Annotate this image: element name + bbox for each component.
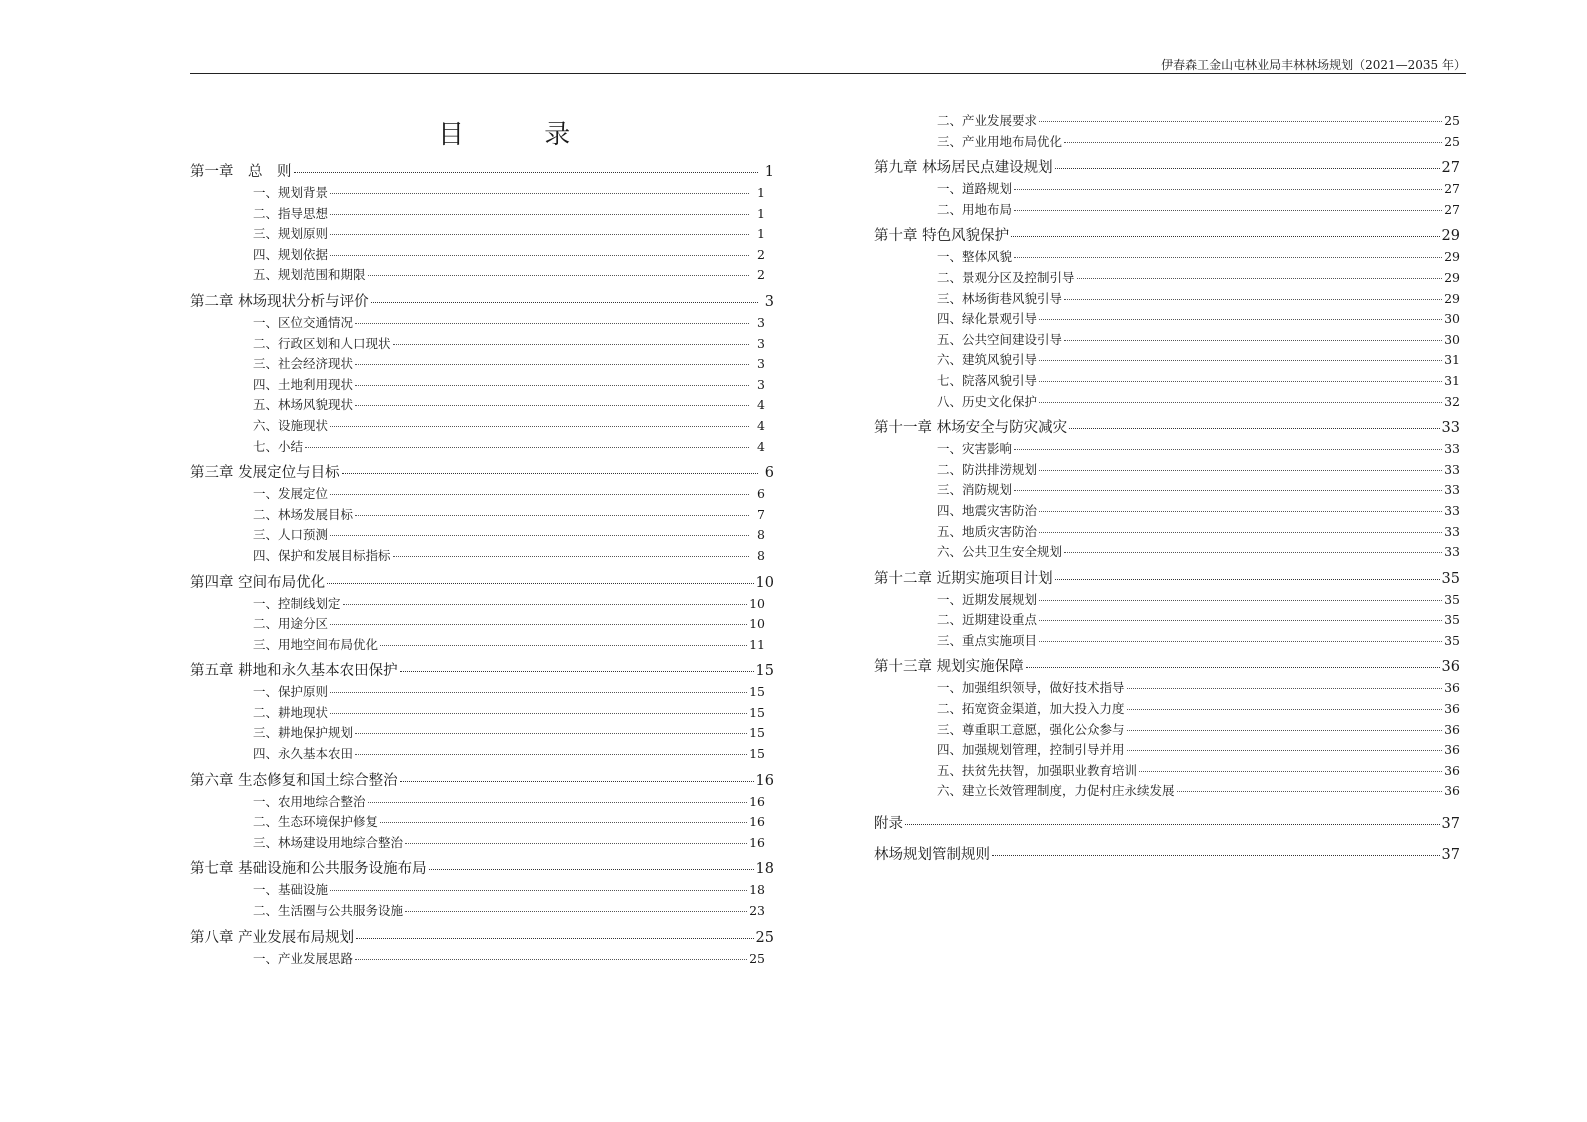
toc-page-number: 30 xyxy=(1444,311,1460,327)
dot-leader xyxy=(1039,381,1442,382)
dot-leader xyxy=(1064,142,1442,143)
dot-leader xyxy=(327,583,753,584)
toc-entry-label: 五、地质灾害防治 xyxy=(937,523,1038,539)
toc-entry-label: 二、近期建设重点 xyxy=(937,612,1038,628)
toc-left-column xyxy=(190,156,774,969)
toc-entry-label: 三、林场建设用地综合整治 xyxy=(253,834,404,850)
toc-entry-label: 四、绿化景观引导 xyxy=(937,311,1038,327)
toc-section-entry[interactable] xyxy=(253,204,765,225)
dot-leader xyxy=(330,255,749,256)
toc-chapter-entry[interactable] xyxy=(874,563,1460,590)
dot-leader xyxy=(305,447,749,448)
toc-chapter-entry[interactable] xyxy=(190,922,774,949)
toc-page-number: 29 xyxy=(1441,228,1460,245)
toc-page-number: 33 xyxy=(1444,461,1460,477)
toc-entry-label: 一、控制线划定 xyxy=(253,595,341,611)
toc-page-number: 36 xyxy=(1444,701,1460,717)
toc-page-number: 27 xyxy=(1444,201,1460,217)
dot-leader xyxy=(1077,278,1443,279)
toc-page-number: 36 xyxy=(1444,742,1460,758)
toc-entry-label: 一、保护原则 xyxy=(253,684,329,700)
toc-entry-label: 八、历史文化保护 xyxy=(937,393,1038,409)
toc-page-number: 33 xyxy=(1444,544,1460,560)
dot-leader xyxy=(1055,579,1440,580)
dot-leader xyxy=(330,535,749,536)
toc-section-entry[interactable] xyxy=(937,439,1460,460)
toc-chapter-entry[interactable] xyxy=(874,839,1460,866)
toc-page-number: 15 xyxy=(749,746,765,762)
toc-entry-label: 七、小结 xyxy=(253,438,304,454)
toc-page-number: 27 xyxy=(1441,160,1460,177)
dot-leader xyxy=(1127,750,1443,751)
toc-section-entry[interactable] xyxy=(253,334,765,355)
toc-section-entry[interactable] xyxy=(253,224,765,245)
toc-page-number: 35 xyxy=(1444,591,1460,607)
toc-entry-label: 二、产业发展要求 xyxy=(937,113,1038,128)
toc-section-entry[interactable] xyxy=(937,460,1460,481)
dot-leader xyxy=(355,364,749,365)
toc-entry-label: 二、拓宽资金渠道，加大投入力度 xyxy=(937,701,1125,717)
toc-section-entry[interactable] xyxy=(937,631,1460,652)
toc-entry-label: 五、林场风貌现状 xyxy=(253,397,354,413)
dot-leader xyxy=(355,405,749,406)
toc-entry-label: 二、行政区划和人口现状 xyxy=(253,335,391,351)
toc-entry-label: 二、用地布局 xyxy=(937,201,1013,217)
toc-chapter-entry[interactable] xyxy=(190,156,774,183)
toc-section-entry[interactable] xyxy=(253,723,765,744)
toc-entry-label: 第六章 生态修复和国土综合整治 xyxy=(190,772,398,789)
toc-chapter-entry[interactable] xyxy=(874,412,1460,439)
toc-title: 目 录 xyxy=(438,120,607,150)
toc-page-number: 1 xyxy=(764,164,774,180)
toc-entry-label: 三、社会经济现状 xyxy=(253,356,354,372)
toc-chapter-entry[interactable] xyxy=(190,286,774,313)
dot-leader xyxy=(1127,709,1443,710)
dot-leader xyxy=(330,214,749,215)
dot-leader xyxy=(1039,402,1442,403)
toc-section-entry[interactable] xyxy=(937,761,1460,782)
toc-section-entry[interactable] xyxy=(937,480,1460,501)
toc-entry-label: 一、灾害影响 xyxy=(937,441,1013,457)
dot-leader xyxy=(400,671,754,672)
toc-section-entry[interactable] xyxy=(253,880,765,901)
toc-page-number: 36 xyxy=(1444,762,1460,778)
dot-leader xyxy=(368,802,748,803)
toc-chapter-entry[interactable] xyxy=(190,853,774,880)
toc-section-entry[interactable] xyxy=(253,354,765,375)
toc-page-number: 31 xyxy=(1444,372,1460,388)
dot-leader xyxy=(355,385,749,386)
toc-section-entry[interactable] xyxy=(937,522,1460,543)
dot-leader xyxy=(356,938,753,939)
dot-leader xyxy=(1069,428,1439,429)
toc-page-number: 7 xyxy=(757,506,765,522)
dot-leader xyxy=(330,426,749,427)
toc-page-number: 33 xyxy=(1444,502,1460,518)
toc-page-number: 31 xyxy=(1444,352,1460,368)
toc-section-entry[interactable] xyxy=(937,699,1460,720)
toc-section-entry[interactable] xyxy=(253,792,765,813)
dot-leader xyxy=(393,344,749,345)
dot-leader xyxy=(330,890,747,891)
toc-entry-label: 二、生态环境保护修复 xyxy=(253,814,379,830)
toc-page-number: 16 xyxy=(749,814,765,830)
toc-page-number: 33 xyxy=(1441,420,1460,437)
toc-entry-label: 附录 xyxy=(874,816,903,833)
toc-section-entry[interactable] xyxy=(937,268,1460,289)
toc-page-number: 16 xyxy=(749,793,765,809)
toc-page-number: 3 xyxy=(757,335,765,351)
toc-section-entry[interactable] xyxy=(253,505,765,526)
toc-entry-label: 三、林场街巷风貌引导 xyxy=(937,290,1063,306)
toc-page-number: 2 xyxy=(757,246,765,262)
toc-entry-label: 四、加强规划管理，控制引导并用 xyxy=(937,742,1125,758)
toc-entry-label: 一、加强组织领导，做好技术指导 xyxy=(937,680,1125,696)
toc-entry-label: 二、防洪排涝规划 xyxy=(937,461,1038,477)
toc-entry-label: 第九章 林场居民点建设规划 xyxy=(874,160,1053,177)
toc-page-number: 3 xyxy=(757,356,765,372)
toc-entry-label: 一、道路规划 xyxy=(937,181,1013,197)
toc-entry-label: 第八章 产业发展布局规划 xyxy=(190,929,355,946)
toc-entry-label: 第四章 空间布局优化 xyxy=(190,574,326,591)
dot-leader xyxy=(380,645,747,646)
toc-section-entry[interactable] xyxy=(253,313,765,334)
dot-leader xyxy=(1039,319,1442,320)
toc-entry-label: 一、发展定位 xyxy=(253,486,329,502)
toc-page-number: 25 xyxy=(749,950,765,966)
dot-leader xyxy=(992,855,1440,856)
toc-entry-label: 六、设施现状 xyxy=(253,417,329,433)
toc-entry-label: 第七章 基础设施和公共服务设施布局 xyxy=(190,861,427,878)
dot-leader xyxy=(380,822,747,823)
dot-leader xyxy=(1014,490,1442,491)
toc-section-entry[interactable] xyxy=(937,678,1460,699)
toc-entry-label: 三、重点实施项目 xyxy=(937,632,1038,648)
dot-leader xyxy=(1026,667,1440,668)
toc-page-number: 6 xyxy=(757,486,765,502)
toc-entry-label: 五、扶贫先扶智，加强职业教育培训 xyxy=(937,762,1138,778)
toc-section-entry[interactable] xyxy=(937,740,1460,761)
toc-chapter-entry[interactable] xyxy=(190,567,774,594)
toc-page-number: 33 xyxy=(1444,482,1460,498)
toc-page-number: 35 xyxy=(1441,570,1460,587)
toc-section-entry[interactable] xyxy=(937,590,1460,611)
toc-section-entry[interactable] xyxy=(253,594,765,615)
toc-entry-label: 三、规划原则 xyxy=(253,226,329,242)
toc-entry-label: 三、消防规划 xyxy=(937,482,1013,498)
dot-leader xyxy=(371,302,758,303)
toc-page-number: 1 xyxy=(757,226,765,242)
dot-leader xyxy=(330,494,749,495)
toc-entry-label: 六、建立长效管理制度，力促村庄永续发展 xyxy=(937,783,1175,799)
toc-section-entry[interactable] xyxy=(937,350,1460,371)
toc-chapter-entry[interactable] xyxy=(190,655,774,682)
toc-entry-label: 二、用途分区 xyxy=(253,616,329,632)
toc-section-entry[interactable] xyxy=(937,247,1460,268)
toc-entry-label: 第十二章 近期实施项目计划 xyxy=(874,570,1053,587)
header-divider xyxy=(190,73,1466,74)
toc-entry-label: 二、林场发展目标 xyxy=(253,506,354,522)
toc-page-number: 3 xyxy=(757,314,765,330)
toc-page-number: 25 xyxy=(755,929,774,946)
dot-leader xyxy=(1011,236,1439,237)
toc-entry-label: 六、建筑风貌引导 xyxy=(937,352,1038,368)
toc-page-number: 33 xyxy=(1444,441,1460,457)
toc-entry-label: 一、整体风貌 xyxy=(937,249,1013,265)
toc-page-number: 3 xyxy=(764,293,774,310)
toc-section-entry[interactable] xyxy=(253,614,765,635)
toc-entry-label: 三、耕地保护规划 xyxy=(253,725,354,741)
toc-section-entry[interactable] xyxy=(937,200,1460,221)
toc-section-entry[interactable] xyxy=(937,392,1460,413)
toc-page-number: 11 xyxy=(749,636,765,652)
toc-section-entry[interactable] xyxy=(253,437,765,458)
toc-entry-label: 第五章 耕地和永久基本农田保护 xyxy=(190,663,398,680)
toc-page-number: 33 xyxy=(1444,523,1460,539)
dot-leader xyxy=(1039,121,1442,122)
toc-page-number: 29 xyxy=(1444,269,1460,285)
toc-page-number: 25 xyxy=(1444,133,1460,149)
toc-chapter-entry[interactable] xyxy=(190,765,774,792)
toc-section-entry[interactable] xyxy=(253,183,765,204)
toc-page-number: 36 xyxy=(1444,680,1460,696)
toc-section-entry[interactable] xyxy=(253,682,765,703)
toc-section-entry[interactable] xyxy=(253,744,765,765)
toc-section-entry[interactable] xyxy=(937,179,1460,200)
toc-page-number: 29 xyxy=(1444,249,1460,265)
dot-leader xyxy=(330,193,749,194)
dot-leader xyxy=(343,604,748,605)
dot-leader xyxy=(294,172,759,173)
dot-leader xyxy=(1139,771,1442,772)
toc-section-entry[interactable] xyxy=(937,289,1460,310)
toc-entry-label: 二、景观分区及控制引导 xyxy=(937,269,1075,285)
toc-entry-label: 四、地震灾害防治 xyxy=(937,502,1038,518)
toc-page-number: 35 xyxy=(1444,632,1460,648)
toc-page-number: 15 xyxy=(749,704,765,720)
toc-section-entry[interactable] xyxy=(937,111,1460,132)
toc-page-number: 36 xyxy=(1441,659,1460,676)
toc-entry-label: 五、公共空间建设引导 xyxy=(937,331,1063,347)
toc-page-number: 18 xyxy=(755,861,774,878)
toc-section-entry[interactable] xyxy=(937,781,1460,802)
toc-entry-label: 三、尊重职工意愿，强化公众参与 xyxy=(937,721,1125,737)
toc-entry-label: 四、保护和发展目标指标 xyxy=(253,547,391,563)
toc-entry-label: 第十一章 林场安全与防灾减灾 xyxy=(874,420,1068,437)
toc-page-number: 10 xyxy=(749,616,765,632)
dot-leader xyxy=(1127,730,1443,731)
dot-leader xyxy=(1014,189,1442,190)
toc-right-column xyxy=(874,111,1460,866)
toc-page-number: 2 xyxy=(757,267,765,283)
toc-page-number: 32 xyxy=(1444,393,1460,409)
toc-section-entry[interactable] xyxy=(253,635,765,656)
toc-page-number: 4 xyxy=(757,397,765,413)
toc-page-number: 18 xyxy=(749,882,765,898)
dot-leader xyxy=(1064,299,1442,300)
dot-leader xyxy=(1014,449,1442,450)
toc-page-number: 25 xyxy=(1444,113,1460,128)
dot-leader xyxy=(1039,620,1442,621)
toc-entry-label: 二、指导思想 xyxy=(253,205,329,221)
toc-entry-label: 六、公共卫生安全规划 xyxy=(937,544,1063,560)
toc-section-entry[interactable] xyxy=(937,309,1460,330)
toc-entry-label: 第一章 总 则 xyxy=(190,164,292,180)
toc-page-number: 8 xyxy=(757,547,765,563)
toc-section-entry[interactable] xyxy=(253,525,765,546)
toc-entry-label: 四、规划依据 xyxy=(253,246,329,262)
dot-leader xyxy=(330,234,749,235)
dot-leader xyxy=(355,754,747,755)
toc-section-entry[interactable] xyxy=(937,720,1460,741)
toc-chapter-entry[interactable] xyxy=(874,152,1460,179)
dot-leader xyxy=(355,323,749,324)
toc-entry-label: 一、产业发展思路 xyxy=(253,950,354,966)
dot-leader xyxy=(1039,470,1442,471)
dot-leader xyxy=(330,624,747,625)
toc-section-entry[interactable] xyxy=(253,949,765,970)
toc-page-number: 3 xyxy=(757,376,765,392)
toc-entry-label: 三、人口预测 xyxy=(253,527,329,543)
toc-section-entry[interactable] xyxy=(253,416,765,437)
toc-section-entry[interactable] xyxy=(253,265,765,286)
toc-entry-label: 一、农用地综合整治 xyxy=(253,793,366,809)
dot-leader xyxy=(1064,552,1442,553)
dot-leader xyxy=(330,692,747,693)
toc-entry-label: 四、土地利用现状 xyxy=(253,376,354,392)
toc-entry-label: 一、近期发展规划 xyxy=(937,591,1038,607)
toc-page-number: 10 xyxy=(755,574,774,591)
toc-section-entry[interactable] xyxy=(937,330,1460,351)
toc-section-entry[interactable] xyxy=(253,484,765,505)
toc-chapter-entry[interactable] xyxy=(874,808,1460,835)
toc-page-number: 4 xyxy=(757,417,765,433)
toc-page-number: 4 xyxy=(757,438,765,454)
dot-leader xyxy=(1064,340,1442,341)
dot-leader xyxy=(1014,210,1442,211)
dot-leader xyxy=(400,781,754,782)
toc-page-number: 16 xyxy=(755,772,774,789)
dot-leader xyxy=(330,713,747,714)
toc-page-number: 15 xyxy=(755,663,774,680)
toc-entry-label: 四、永久基本农田 xyxy=(253,746,354,762)
toc-entry-label: 一、区位交通情况 xyxy=(253,314,354,330)
toc-page-number: 15 xyxy=(749,725,765,741)
toc-entry-label: 二、耕地现状 xyxy=(253,704,329,720)
dot-leader xyxy=(905,824,1440,825)
toc-page-number: 6 xyxy=(764,465,774,482)
toc-page-number: 36 xyxy=(1444,783,1460,799)
dot-leader xyxy=(1177,791,1443,792)
toc-page-number: 27 xyxy=(1444,181,1460,197)
dot-leader xyxy=(1055,168,1440,169)
toc-entry-label: 第十章 特色风貌保护 xyxy=(874,228,1010,245)
dot-leader xyxy=(355,959,747,960)
toc-chapter-entry[interactable] xyxy=(874,220,1460,247)
dot-leader xyxy=(1127,688,1443,689)
toc-section-entry[interactable] xyxy=(937,501,1460,522)
toc-entry-label: 二、生活圈与公共服务设施 xyxy=(253,903,404,919)
dot-leader xyxy=(1014,257,1442,258)
toc-page-number: 8 xyxy=(757,527,765,543)
dot-leader xyxy=(355,733,747,734)
dot-leader xyxy=(1039,511,1442,512)
dot-leader xyxy=(342,473,758,474)
toc-page-number: 16 xyxy=(749,834,765,850)
dot-leader xyxy=(1039,641,1442,642)
toc-entry-label: 七、院落风貌引导 xyxy=(937,372,1038,388)
dot-leader xyxy=(1039,360,1442,361)
toc-page-number: 37 xyxy=(1441,816,1460,833)
toc-chapter-entry[interactable] xyxy=(874,651,1460,678)
toc-section-entry[interactable] xyxy=(253,703,765,724)
toc-page-number: 23 xyxy=(749,903,765,919)
toc-chapter-entry[interactable] xyxy=(190,457,774,484)
toc-entry-label: 三、产业用地布局优化 xyxy=(937,133,1063,149)
toc-entry-label: 五、规划范围和期限 xyxy=(253,267,366,283)
toc-entry-label: 第三章 发展定位与目标 xyxy=(190,465,340,482)
toc-entry-label: 第二章 林场现状分析与评价 xyxy=(190,293,369,310)
toc-page-number: 1 xyxy=(757,185,765,200)
toc-section-entry[interactable] xyxy=(253,245,765,266)
toc-section-entry[interactable] xyxy=(253,375,765,396)
toc-page-number: 15 xyxy=(749,684,765,700)
toc-section-entry[interactable] xyxy=(253,812,765,833)
running-header: 伊春森工金山屯林业局丰林林场规划（2021—2035 年） xyxy=(1161,58,1466,72)
toc-entry-label: 三、用地空间布局优化 xyxy=(253,636,379,652)
toc-page-number: 35 xyxy=(1444,612,1460,628)
toc-section-entry[interactable] xyxy=(937,132,1460,153)
toc-page-number: 10 xyxy=(749,595,765,611)
toc-section-entry[interactable] xyxy=(253,833,765,854)
toc-section-entry[interactable] xyxy=(937,610,1460,631)
dot-leader xyxy=(429,869,754,870)
toc-entry-label: 一、基础设施 xyxy=(253,882,329,898)
toc-entry-label: 一、规划背景 xyxy=(253,185,329,200)
toc-page-number: 1 xyxy=(757,205,765,221)
toc-section-entry[interactable] xyxy=(253,546,765,567)
toc-section-entry[interactable] xyxy=(937,542,1460,563)
toc-entry-label: 第十三章 规划实施保障 xyxy=(874,659,1024,676)
toc-entry-label: 林场规划管制规则 xyxy=(874,847,990,864)
toc-section-entry[interactable] xyxy=(253,395,765,416)
dot-leader xyxy=(368,275,749,276)
dot-leader xyxy=(355,515,749,516)
toc-page-number: 37 xyxy=(1441,847,1460,864)
dot-leader xyxy=(1039,600,1442,601)
dot-leader xyxy=(1039,532,1442,533)
dot-leader xyxy=(405,911,747,912)
dot-leader xyxy=(393,556,749,557)
toc-page-number: 29 xyxy=(1444,290,1460,306)
toc-page-number: 36 xyxy=(1444,721,1460,737)
toc-section-entry[interactable] xyxy=(253,901,765,922)
toc-section-entry[interactable] xyxy=(937,371,1460,392)
dot-leader xyxy=(405,843,747,844)
toc-page-number: 30 xyxy=(1444,331,1460,347)
